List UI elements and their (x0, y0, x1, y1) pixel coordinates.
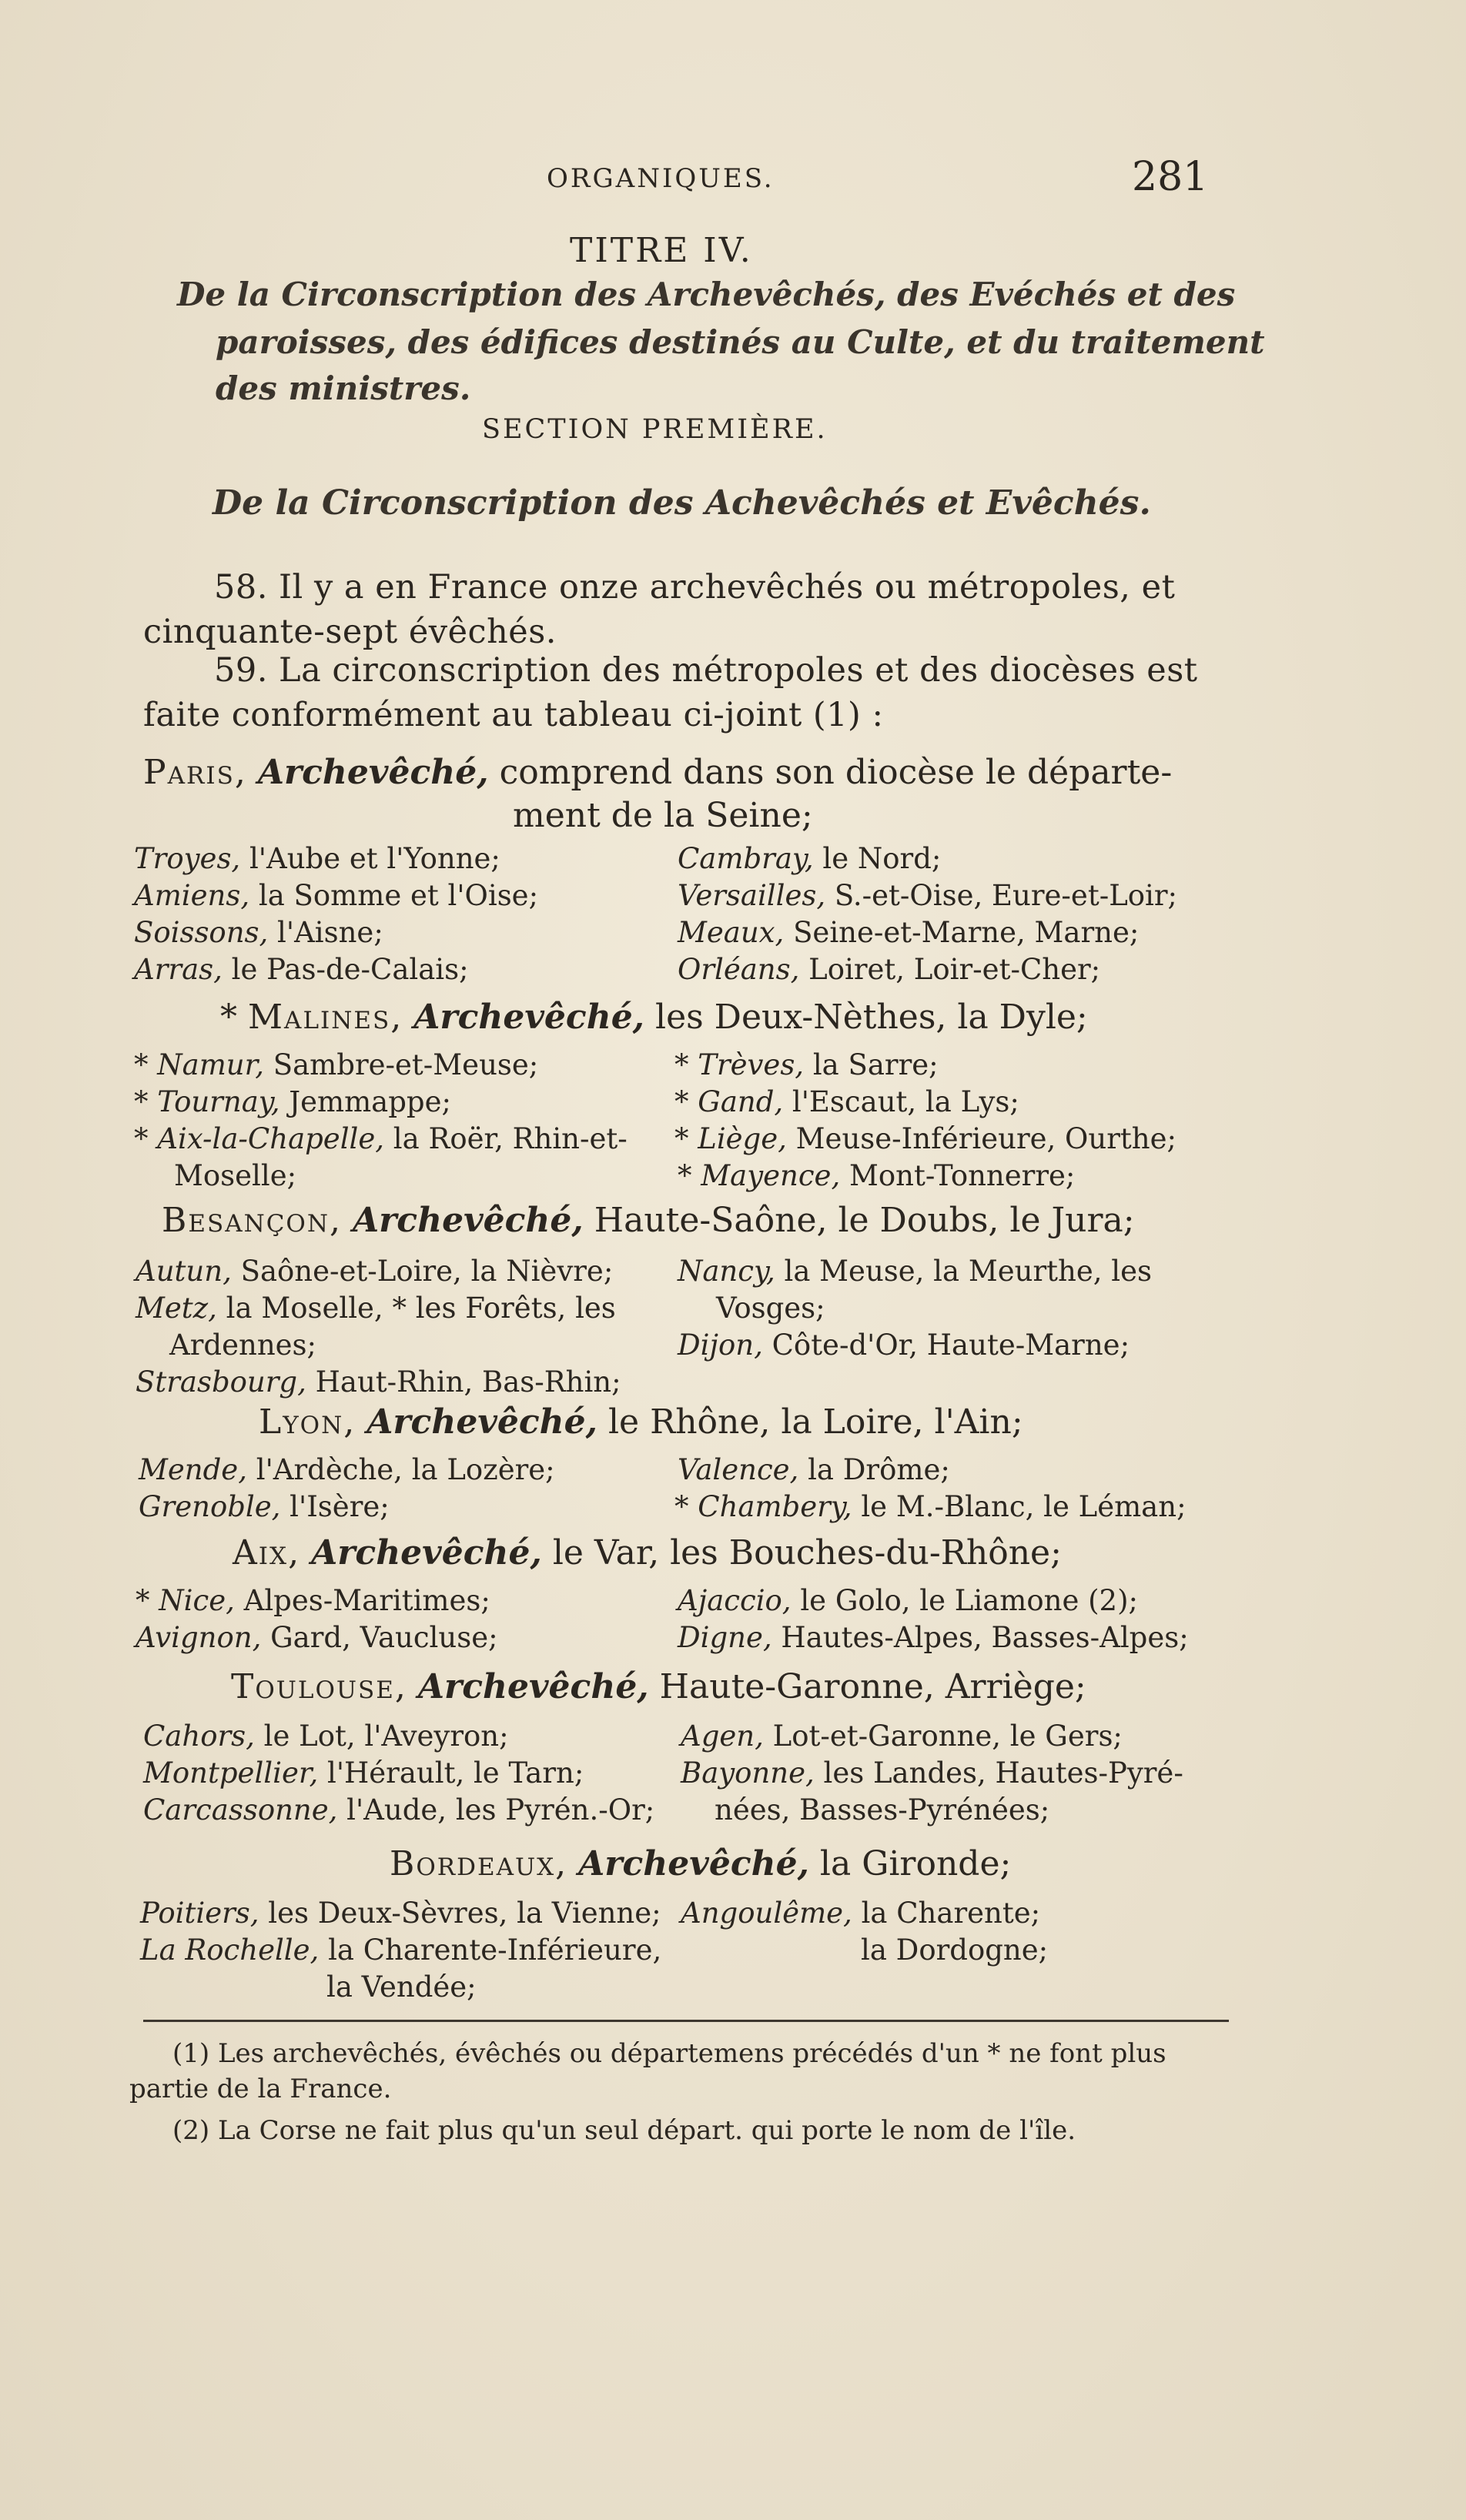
metropole-city: Bordeaux, (390, 1844, 568, 1883)
metropole-text: le Rhône, la Loire, l'Ain; (607, 1402, 1023, 1442)
metropole-city: Paris, (143, 753, 247, 792)
metropole-text: la Gironde; (819, 1844, 1012, 1883)
diocese-list-item: * Nice, Alpes-Maritimes; (136, 1584, 490, 1617)
article-58-line-2: cinquante-sept évêchés. (143, 613, 557, 651)
diocese-list-item: Arras, le Pas-de-Calais; (134, 953, 469, 986)
titre-line-1: De la Circonscription des Archevêchés, des Evéchés et des (177, 276, 1236, 313)
diocese-list-item: Digne, Hautes-Alpes, Basses-Alpes; (678, 1621, 1189, 1654)
diocese-list-item: Amiens, la Somme et l'Oise; (134, 879, 539, 912)
footnote-1-line-1: (1) Les archevêchés, évêchés ou départemens précédés d'un * ne font plus (172, 2038, 1166, 2069)
metropole-archeveche: Archevêché, (413, 998, 644, 1037)
titre-heading: TITRE IV. (570, 231, 753, 270)
section-subtitle: De la Circonscription des Achevêchés et Evêchés. (213, 483, 1151, 523)
metropole-city: Lyon, (259, 1402, 356, 1442)
metropole-text: comprend dans son diocèse le départe- (499, 753, 1173, 792)
diocese-list-item: * Gand, l'Escaut, la Lys; (674, 1085, 1019, 1118)
metropole-aix (233, 1533, 1062, 1572)
metropole-toulouse (231, 1667, 1086, 1706)
metropole-malines (220, 998, 1088, 1037)
diocese-list-item: Valence, la Drôme; (678, 1453, 950, 1486)
section-heading: SECTION PREMIÈRE. (482, 414, 828, 445)
diocese-list-item: La Rochelle, la Charente-Inférieure, (140, 1933, 662, 1967)
diocese-list-item: Vosges; (716, 1292, 825, 1325)
diocese-list-item: Poitiers, les Deux-Sèvres, la Vienne; (140, 1897, 661, 1930)
diocese-list-item: Troyes, l'Aube et l'Yonne; (134, 842, 500, 875)
diocese-list-item: la Dordogne; (861, 1933, 1049, 1967)
footnote-1-line-2: partie de la France. (129, 2074, 392, 2104)
titre-line-3: des ministres. (216, 369, 471, 407)
diocese-list-item: Mende, l'Ardèche, la Lozère; (139, 1453, 555, 1486)
metropole-city: Besançon, (162, 1201, 342, 1240)
diocese-list-item: Avignon, Gard, Vaucluse; (136, 1621, 498, 1654)
diocese-list-item: Versailles, S.-et-Oise, Eure-et-Loir; (678, 879, 1178, 912)
diocese-list-item: * Chambery, le M.-Blanc, le Léman; (674, 1490, 1187, 1523)
article-59-line-2: faite conformément au tableau ci-joint (1) : (143, 696, 884, 734)
article-58-line-1: 58. Il y a en France onze archevêchés ou métropoles, et (214, 568, 1176, 607)
metropole-archeveche: Archevêché, (352, 1201, 584, 1240)
metropole-text: Haute-Garonne, Arriège; (659, 1667, 1086, 1706)
diocese-list-item: * Trèves, la Sarre; (674, 1048, 939, 1081)
metropole-text: le Var, les Bouches-du-Rhône; (552, 1533, 1062, 1572)
diocese-list-item: Meaux, Seine-et-Marne, Marne; (678, 916, 1140, 949)
diocese-list-item: * Namur, Sambre-et-Meuse; (134, 1048, 539, 1081)
metropole-text: les Deux-Nèthes, la Dyle; (655, 998, 1088, 1037)
diocese-list-item: Strasbourg, Haut-Rhin, Bas-Rhin; (136, 1365, 621, 1399)
metropole-bordeaux (390, 1844, 1011, 1883)
diocese-list-item: Moselle; (174, 1159, 297, 1192)
diocese-list-item: Metz, la Moselle, * les Forêts, les (136, 1292, 616, 1325)
diocese-list-item: Nancy, la Meuse, la Meurthe, les (678, 1255, 1152, 1288)
metropole-besancon (162, 1201, 1135, 1240)
diocese-list-item: Ardennes; (169, 1329, 316, 1362)
page-number: 281 (1132, 154, 1209, 200)
titre-line-2: paroisses, des édifices destinés au Culte, et du traitement (216, 323, 1265, 361)
diocese-list-item: Angoulême, la Charente; (681, 1897, 1041, 1930)
footnote-rule (143, 2020, 1229, 2022)
diocese-list-item: Soissons, l'Aisne; (134, 916, 383, 949)
diocese-list-item: * Mayence, Mont-Tonnerre; (678, 1159, 1076, 1192)
metropole-city: Malines, (248, 998, 403, 1037)
metropole-lyon (259, 1402, 1023, 1442)
metropole-archeveche: Archevêché, (417, 1667, 649, 1706)
diocese-list-item: Orléans, Loiret, Loir-et-Cher; (678, 953, 1101, 986)
diocese-list-item: nées, Basses-Pyrénées; (715, 1793, 1050, 1826)
metropole-text: Haute-Saône, le Doubs, le Jura; (594, 1201, 1135, 1240)
diocese-list-item: * Tournay, Jemmappe; (134, 1085, 451, 1118)
metropole-archeveche: Archevêché, (257, 753, 489, 792)
diocese-list-item: * Aix-la-Chapelle, la Roër, Rhin-et- (134, 1122, 628, 1155)
metropole-archeveche: Archevêché, (311, 1533, 542, 1572)
diocese-list-item: Ajaccio, le Golo, le Liamone (2); (678, 1584, 1138, 1617)
diocese-list-item: la Vendée; (326, 1970, 477, 2004)
diocese-list-item: Carcassonne, l'Aude, les Pyrén.-Or; (143, 1793, 655, 1826)
metropole-city: Aix, (233, 1533, 301, 1572)
diocese-list-item: Autun, Saône-et-Loire, la Nièvre; (136, 1255, 614, 1288)
diocese-list-item: Agen, Lot-et-Garonne, le Gers; (681, 1720, 1123, 1753)
diocese-list-item: Dijon, Côte-d'Or, Haute-Marne; (678, 1329, 1130, 1362)
diocese-list-item: Montpellier, l'Hérault, le Tarn; (143, 1756, 584, 1790)
diocese-list-item: Cambray, le Nord; (678, 842, 942, 875)
diocese-list-item: Cahors, le Lot, l'Aveyron; (143, 1720, 509, 1753)
metropole-paris (143, 753, 1172, 792)
running-head: ORGANIQUES. (547, 163, 775, 194)
metropole-archeveche: Archevêché, (366, 1402, 597, 1442)
footnote-2: (2) La Corse ne fait plus qu'un seul départ. qui porte le nom de l'île. (172, 2115, 1076, 2146)
diocese-list-item: Grenoble, l'Isère; (139, 1490, 390, 1523)
metropole-archeveche: Archevêché, (578, 1844, 809, 1883)
diocese-list-item: Bayonne, les Landes, Hautes-Pyré- (681, 1756, 1183, 1790)
metropole-paris-cont: ment de la Seine; (513, 796, 813, 835)
diocese-list-item: * Liège, Meuse-Inférieure, Ourthe; (674, 1122, 1176, 1155)
excluded-marker: * (220, 998, 248, 1037)
article-59-line-1: 59. La circonscription des métropoles et des diocèses est (214, 651, 1198, 690)
metropole-city: Toulouse, (231, 1667, 407, 1706)
